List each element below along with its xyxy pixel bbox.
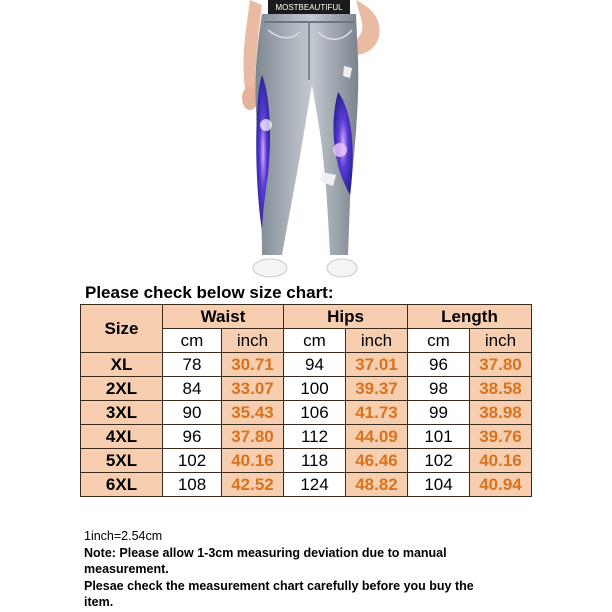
header-waist: Waist [163,305,284,329]
header-hips: Hips [284,305,408,329]
hips-inch-cell: 41.73 [346,401,408,425]
header-size: Size [81,305,163,353]
hips-inch-cell: 48.82 [346,473,408,497]
conversion-note: 1inch=2.54cm [84,529,163,543]
table-row [81,377,532,401]
hips-cm-cell: 112 [284,425,346,449]
unit-cell: inch [222,329,284,353]
waist-cm-cell: 102 [163,449,222,473]
hips-inch-cell: 44.09 [346,425,408,449]
length-cm-cell: 102 [408,449,470,473]
length-cm-cell: 96 [408,353,470,377]
hips-inch-cell: 39.37 [346,377,408,401]
shirt-text: MOSTBEAUTIFUL [275,3,343,12]
notes [84,528,504,610]
unit-cell: cm [408,329,470,353]
length-inch-cell: 37.80 [470,353,532,377]
deviation-note: Note: Please allow 1-3cm measuring deviation due to manual measurement. [84,546,447,576]
waist-inch-cell: 40.16 [222,449,284,473]
size-cell: 5XL [81,449,163,473]
waist-inch-cell: 37.80 [222,425,284,449]
hips-cm-cell: 100 [284,377,346,401]
size-cell: 4XL [81,425,163,449]
waist-inch-cell: 33.07 [222,377,284,401]
length-inch-cell: 38.98 [470,401,532,425]
hips-cm-cell: 106 [284,401,346,425]
hips-cm-cell: 124 [284,473,346,497]
length-cm-cell: 104 [408,473,470,497]
hips-cm-cell: 118 [284,449,346,473]
table-row [81,401,532,425]
length-inch-cell: 39.76 [470,425,532,449]
length-inch-cell: 38.58 [470,377,532,401]
length-inch-cell: 40.94 [470,473,532,497]
length-cm-cell: 101 [408,425,470,449]
hips-cm-cell: 94 [284,353,346,377]
length-cm-cell: 98 [408,377,470,401]
check-note: Plesae check the measurement chart carefully before you buy the item. [84,579,474,609]
waist-cm-cell: 84 [163,377,222,401]
hips-inch-cell: 37.01 [346,353,408,377]
waist-cm-cell: 90 [163,401,222,425]
unit-cell: inch [346,329,408,353]
size-chart-table [80,304,532,497]
header-length: Length [408,305,532,329]
waist-inch-cell: 35.43 [222,401,284,425]
unit-cell: cm [163,329,222,353]
waist-cm-cell: 108 [163,473,222,497]
table-row [81,473,532,497]
table-row [81,425,532,449]
table-row [81,449,532,473]
unit-cell: cm [284,329,346,353]
size-cell: 2XL [81,377,163,401]
chart-title: Please check below size chart: [85,283,334,302]
size-cell: XL [81,353,163,377]
waist-cm-cell: 78 [163,353,222,377]
waist-cm-cell: 96 [163,425,222,449]
size-cell: 6XL [81,473,163,497]
waist-inch-cell: 42.52 [222,473,284,497]
unit-cell: inch [470,329,532,353]
waist-inch-cell: 30.71 [222,353,284,377]
hips-inch-cell: 46.46 [346,449,408,473]
length-inch-cell: 40.16 [470,449,532,473]
table-row [81,353,532,377]
product-photo [0,0,612,280]
length-cm-cell: 99 [408,401,470,425]
size-cell: 3XL [81,401,163,425]
